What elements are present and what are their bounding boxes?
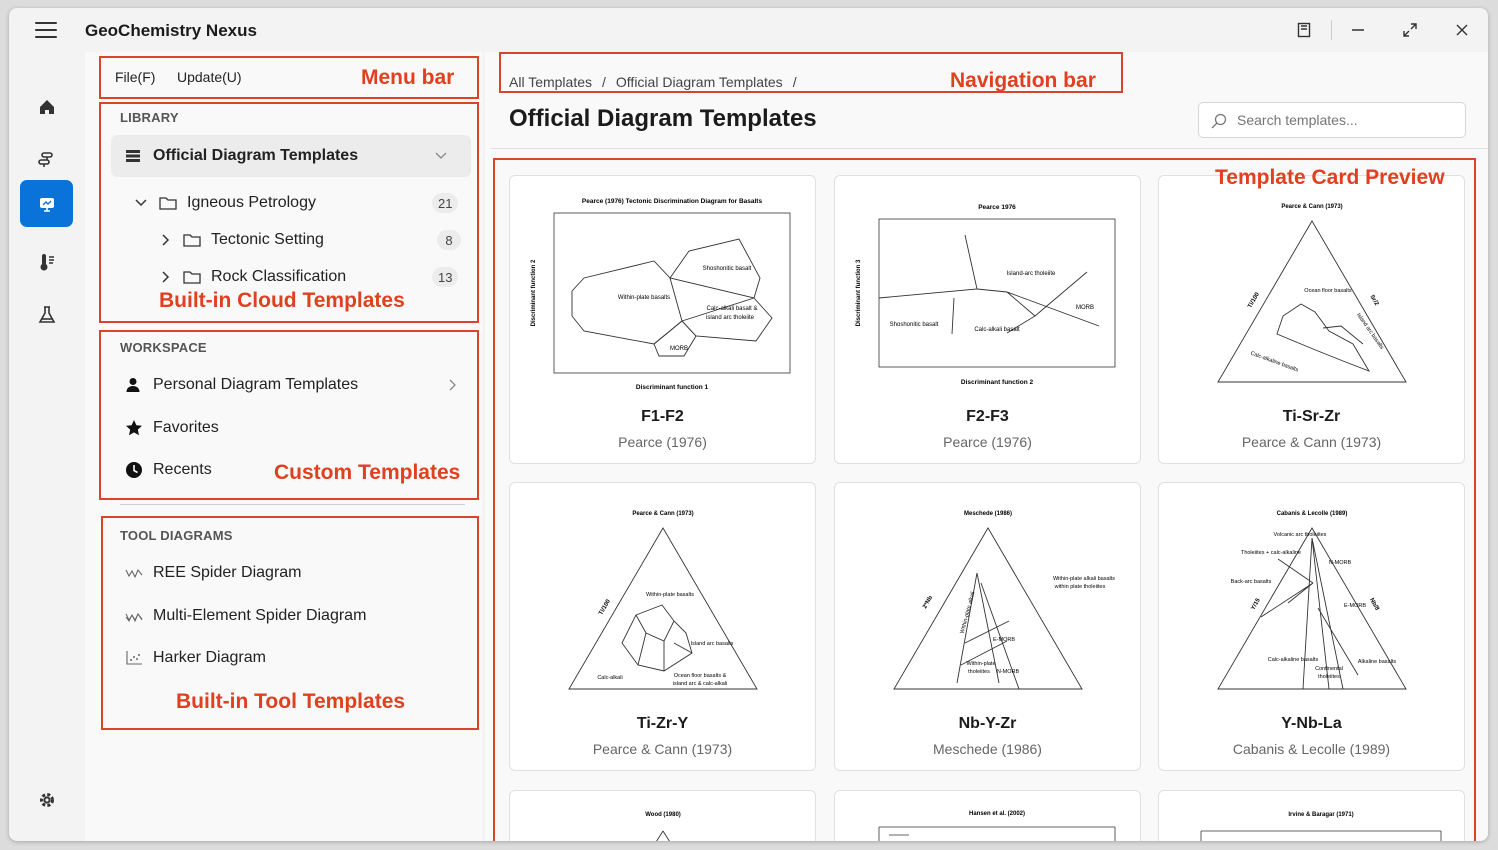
- navigation-bar-annotation: Navigation bar: [950, 69, 1096, 92]
- maximize-icon: [1402, 22, 1418, 38]
- svg-text:E-MORB: E-MORB: [1344, 603, 1366, 609]
- multi-spider-chart-icon: [125, 609, 143, 623]
- sidebar: [85, 52, 482, 841]
- svg-text:Within-plate alkali: Within-plate alkali: [959, 591, 977, 635]
- breadcrumb-separator: /: [792, 74, 797, 90]
- template-card-irvine-baragar[interactable]: [1158, 790, 1465, 841]
- title-bar: [9, 8, 1488, 52]
- svg-text:N-MORB: N-MORB: [1328, 560, 1352, 566]
- multi-element-spider-item[interactable]: [125, 601, 465, 631]
- tree-item-label: Igneous Petrology: [187, 194, 316, 211]
- pin-window-button[interactable]: [1287, 16, 1321, 44]
- template-card-wood[interactable]: [509, 790, 816, 841]
- nb-y-zr-diagram-thumbnail: [849, 493, 1128, 703]
- tool-item-label: Harker Diagram: [153, 649, 266, 666]
- svg-text:Calc-alkali: Calc-alkali: [597, 675, 623, 681]
- star-icon: [125, 419, 143, 437]
- svg-text:Ti/100: Ti/100: [598, 598, 612, 617]
- tree-item-rock-classification[interactable]: [161, 263, 461, 291]
- chevron-right-icon: [449, 379, 457, 391]
- svg-text:MORB: MORB: [670, 346, 688, 352]
- search-input[interactable]: [1237, 107, 1457, 133]
- svg-text:MORB: MORB: [1076, 305, 1094, 311]
- svg-text:Discriminant function 1: Discriminant function 1: [635, 384, 709, 391]
- svg-text:Wood (1980): Wood (1980): [645, 812, 681, 818]
- svg-text:Pearce (1976) Tectonic Discrim: Pearce (1976) Tectonic Discrimination Diagram for Basalts: [581, 198, 763, 205]
- template-card-nb-y-zr[interactable]: [834, 482, 1141, 771]
- minimize-button[interactable]: [1341, 16, 1375, 44]
- svg-text:Shoshonitic basalt: Shoshonitic basalt: [889, 322, 939, 328]
- svg-text:tholeiites: tholeiites: [968, 669, 990, 675]
- svg-text:Pearce & Cann (1973): Pearce & Cann (1973): [632, 511, 694, 517]
- gear-icon: [38, 791, 56, 809]
- page-title: Official Diagram Templates: [509, 105, 817, 132]
- f2-f3-diagram-thumbnail: [849, 186, 1128, 396]
- svg-text:Cabanis & Lecolle (1989): Cabanis & Lecolle (1989): [1276, 511, 1348, 517]
- card-source: Pearce & Cann (1973): [592, 741, 733, 757]
- cloud-templates-annotation: Built-in Cloud Templates: [159, 289, 405, 312]
- folder-icon: [183, 270, 201, 284]
- thermometer-icon: [37, 252, 57, 272]
- breadcrumb-all-templates[interactable]: All Templates: [509, 74, 593, 90]
- favorites-item[interactable]: [125, 413, 465, 443]
- chart-board-icon: [37, 195, 57, 213]
- svg-text:Pearce & Cann (1973): Pearce & Cann (1973): [1281, 204, 1343, 210]
- library-header: LIBRARY: [120, 110, 179, 125]
- chevron-right-icon: [161, 234, 171, 246]
- svg-text:Within-plate: Within-plate: [966, 661, 996, 667]
- workspace-item-label: Favorites: [153, 419, 219, 436]
- chevron-right-icon: [161, 271, 171, 283]
- card-source: Meschede (1986): [933, 741, 1042, 757]
- svg-text:Continental: Continental: [1315, 666, 1343, 672]
- tree-item-label: Tectonic Setting: [211, 231, 324, 248]
- svg-text:Meschede (1986): Meschede (1986): [963, 511, 1013, 517]
- card-title: Ti-Sr-Zr: [1282, 408, 1341, 425]
- template-card-y-nb-la[interactable]: [1158, 482, 1465, 771]
- rail-settings-button[interactable]: [20, 776, 73, 823]
- y-nb-la-diagram-thumbnail: [1173, 493, 1452, 703]
- search-icon: [1211, 113, 1227, 129]
- template-card-preview-annotation: Template Card Preview: [1215, 166, 1445, 189]
- svg-text:Island arc basalts: Island arc basalts: [690, 641, 734, 647]
- template-card-hansen[interactable]: [834, 790, 1141, 841]
- chevron-down-icon: [435, 152, 447, 160]
- svg-text:Alkaline basalts: Alkaline basalts: [1357, 659, 1397, 665]
- menu-file[interactable]: File(F): [115, 69, 156, 85]
- close-icon: [1455, 23, 1469, 37]
- card-source: Pearce (1976): [943, 434, 1032, 450]
- workflow-icon: [37, 151, 57, 169]
- tool-item-label: REE Spider Diagram: [153, 564, 302, 581]
- minimize-icon: [1350, 22, 1366, 38]
- svg-text:Discriminant function 2: Discriminant function 2: [531, 259, 537, 327]
- template-stack-icon: [125, 149, 141, 163]
- menu-update[interactable]: Update(U): [177, 69, 242, 85]
- tree-item-tectonic-setting[interactable]: [161, 226, 461, 254]
- rail-thermometer-button[interactable]: [20, 238, 73, 285]
- ree-spider-item[interactable]: [125, 558, 465, 588]
- breadcrumb-official-templates[interactable]: Official Diagram Templates: [615, 74, 783, 90]
- svg-text:Calc-alkaline basalts: Calc-alkaline basalts: [1267, 657, 1319, 663]
- hamburger-menu-icon[interactable]: [35, 22, 57, 38]
- count-badge: 21: [432, 193, 458, 213]
- svg-text:Calc-alkali basalt: Calc-alkali basalt: [974, 327, 1020, 333]
- svg-text:Hansen et al. (2002): Hansen et al. (2002): [968, 811, 1026, 817]
- harker-diagram-item[interactable]: [125, 643, 465, 673]
- card-title: Ti-Zr-Y: [636, 715, 689, 732]
- clock-icon: [125, 461, 143, 479]
- card-source: Pearce & Cann (1973): [1241, 434, 1382, 450]
- template-card-f2-f3[interactable]: [834, 175, 1141, 464]
- svg-text:N-MORB: N-MORB: [996, 669, 1020, 675]
- tools-header: TOOL DIAGRAMS: [120, 528, 233, 543]
- svg-text:tholeiites: tholeiites: [1318, 674, 1340, 680]
- rail-lab-button[interactable]: [20, 291, 73, 338]
- svg-text:within plate tholeiites: within plate tholeiites: [1054, 584, 1106, 590]
- personal-templates-item[interactable]: [125, 370, 465, 400]
- person-icon: [125, 377, 141, 393]
- count-badge: 8: [437, 230, 461, 250]
- card-title: F1-F2: [641, 408, 684, 425]
- folder-icon: [159, 196, 177, 210]
- svg-text:Within-plate basalts: Within-plate basalts: [646, 592, 694, 598]
- app-window: [9, 8, 1488, 841]
- irvine-baragar-diagram-thumbnail: [1173, 801, 1452, 841]
- library-root-item[interactable]: [111, 135, 471, 177]
- svg-text:Y/15: Y/15: [1250, 597, 1262, 612]
- svg-text:Sr/2: Sr/2: [1368, 294, 1380, 307]
- svg-text:island arc & calc-alkali: island arc & calc-alkali: [672, 681, 728, 687]
- wood-diagram-thumbnail: [524, 801, 803, 841]
- workspace-header: WORKSPACE: [120, 340, 207, 355]
- svg-text:Pearce 1976: Pearce 1976: [978, 204, 1016, 211]
- svg-text:2*Nb: 2*Nb: [922, 595, 935, 610]
- close-button[interactable]: [1445, 16, 1479, 44]
- svg-text:Within-plate alkali basalts: Within-plate alkali basalts: [1052, 576, 1116, 582]
- card-source: Cabanis & Lecolle (1989): [1232, 741, 1391, 757]
- svg-text:Shoshonitic basalt: Shoshonitic basalt: [702, 266, 752, 272]
- rail-templates-button[interactable]: [20, 180, 73, 227]
- f1-f2-diagram-thumbnail: [524, 186, 803, 396]
- svg-text:Tholeiites + calc-alkaline: Tholeiites + calc-alkaline: [1240, 550, 1302, 556]
- spider-chart-icon: [125, 566, 143, 580]
- hansen-diagram-thumbnail: [849, 801, 1128, 841]
- svg-text:E-MORB: E-MORB: [993, 637, 1015, 643]
- svg-text:Discriminant function 3: Discriminant function 3: [856, 259, 862, 327]
- tree-item-igneous-petrology[interactable]: [135, 189, 465, 217]
- tool-item-label: Multi-Element Spider Diagram: [153, 607, 367, 624]
- count-badge: 13: [432, 267, 458, 287]
- template-card-ti-sr-zr[interactable]: [1158, 175, 1465, 464]
- svg-text:island arc tholeiite: island arc tholeiite: [705, 315, 755, 321]
- svg-text:Ocean floor basalts: Ocean floor basalts: [1304, 288, 1352, 294]
- svg-text:Calc-alkaline basalts: Calc-alkaline basalts: [1249, 350, 1300, 374]
- section-divider: [120, 504, 465, 505]
- maximize-button[interactable]: [1393, 16, 1427, 44]
- svg-text:Volcanic arc tholeiites: Volcanic arc tholeiites: [1273, 532, 1327, 538]
- menu-bar-annotation: Menu bar: [361, 66, 455, 89]
- chevron-down-icon: [135, 198, 147, 208]
- template-card-f1-f2[interactable]: [509, 175, 816, 464]
- svg-text:Back-arc basalts: Back-arc basalts: [1230, 579, 1272, 585]
- pin-icon: [1296, 22, 1312, 38]
- main-content: [485, 52, 1488, 841]
- home-icon: [38, 98, 56, 116]
- ti-sr-zr-diagram-thumbnail: [1173, 186, 1452, 396]
- ti-zr-y-diagram-thumbnail: [524, 493, 803, 703]
- workspace-item-label: Recents: [153, 461, 212, 478]
- card-grid: [485, 149, 1488, 841]
- custom-templates-annotation: Custom Templates: [274, 461, 461, 484]
- card-title: F2-F3: [966, 408, 1009, 425]
- svg-text:Within-plate basalts: Within-plate basalts: [617, 295, 671, 301]
- svg-text:Calc-alkali basalt &: Calc-alkali basalt &: [706, 306, 758, 312]
- svg-text:Discriminant function 2: Discriminant function 2: [960, 379, 1034, 386]
- svg-text:Island-arc tholeiite: Island-arc tholeiite: [1006, 271, 1056, 277]
- tree-item-label: Rock Classification: [211, 268, 347, 285]
- breadcrumb: [509, 74, 797, 90]
- card-title: Y-Nb-La: [1281, 715, 1342, 732]
- scatter-plot-icon: [125, 650, 143, 666]
- workspace-item-label: Personal Diagram Templates: [153, 376, 359, 393]
- svg-text:Irvine & Baragar (1971): Irvine & Baragar (1971): [1288, 812, 1354, 818]
- app-title: GeoChemistry Nexus: [85, 21, 257, 40]
- svg-text:Ocean floor basalts &: Ocean floor basalts &: [673, 673, 727, 679]
- rail-workflow-button[interactable]: [20, 136, 73, 183]
- card-source: Pearce (1976): [618, 434, 707, 450]
- svg-text:Island arc basalts: Island arc basalts: [1355, 312, 1385, 351]
- library-root-label: Official Diagram Templates: [153, 147, 359, 164]
- nav-rail: [9, 52, 85, 841]
- flask-icon: [37, 305, 57, 325]
- tool-templates-annotation: Built-in Tool Templates: [176, 690, 406, 713]
- svg-text:Nb/8: Nb/8: [1368, 597, 1380, 612]
- svg-text:Ti/100: Ti/100: [1247, 291, 1261, 310]
- breadcrumb-separator: /: [602, 74, 606, 90]
- card-title: Nb-Y-Zr: [958, 715, 1017, 732]
- folder-icon: [183, 233, 201, 247]
- rail-home-button[interactable]: [20, 83, 73, 130]
- search-box[interactable]: [1198, 102, 1466, 138]
- template-card-ti-zr-y[interactable]: [509, 482, 816, 771]
